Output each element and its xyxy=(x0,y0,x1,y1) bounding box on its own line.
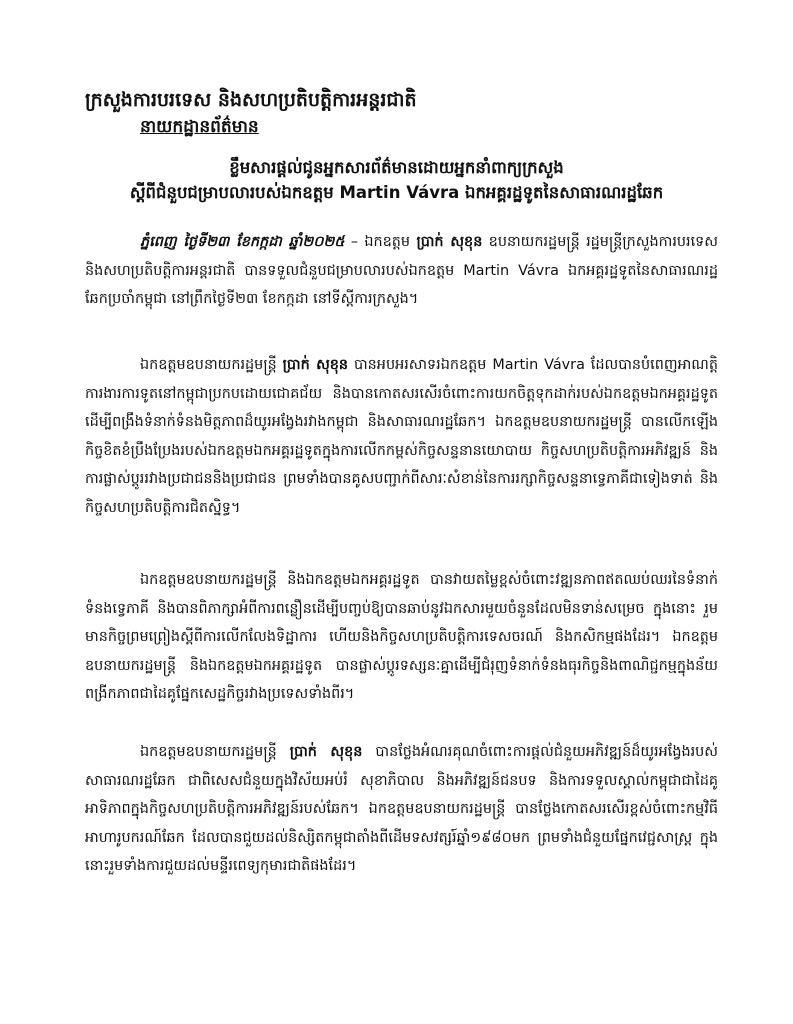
paragraph-1-text: ឧបនាយករដ្ឋមន្ត្រី រដ្ឋមន្ត្រីក្រសួងការបរទេស និងសហប្រតិបត្តិការអន្តរជាតិ បានទទួលជំនួបជម្រាបលារបស់ឯកឧត្ដម Martin Vávra ឯកអគ្គរដ្ឋទូតនៃសាធារណរដ្ឋឆែកប្រចាំកម្ពុជា នៅព្រឹកថ្ងៃទី២៣ ខែកក្កដា នៅទីស្ដីការក្រសួង។ xyxy=(85,234,718,307)
department-name: នាយកដ្ឋានព័ត៌មាន xyxy=(140,117,259,137)
official-name: ប្រាក់ សុខុន xyxy=(282,357,349,373)
paragraph-3-text: ឯកឧត្ដមឧបនាយករដ្ឋមន្ត្រី និងឯកឧត្ដមឯកអគ្គរដ្ឋទូត បានវាយតម្លៃខ្ពស់ចំពោះវឌ្ឍនភាពឥតឈប់ឈរនៃទំនាក់ទំនងទ្វេភាគី និងបានពិភាក្សាអំពីការពន្លឿនដើម្បីបញ្ចប់ឱ្យបានឆាប់នូវឯកសារមួយចំនួនដែលមិនទាន់សម្រេច ក្នុងនោះ រួមមានកិច្ចព្រមព្រៀងស្ដីពីការលើកលែងទិដ្ឋាការ ហើយនិងកិច្ចសហប្រតិបត្តិការទេសចរណ៍ និងកសិកម្មផងដែរ។ ឯកឧត្ដមឧបនាយករដ្ឋមន្ត្រី និងឯកឧត្ដមឯកអគ្គរដ្ឋទូត បានផ្លាស់ប្ដូរទស្សនៈគ្នាដើម្បីជំរុញទំនាក់ទំនងធុរកិច្ចនិងពាណិជ្ជកម្មក្នុងន័យពង្រីកភាពជាដៃគូផ្នែកសេដ្ឋកិច្ចរវាងប្រទេសទាំងពីរ។ xyxy=(85,572,718,702)
paragraph-2-intro: ឯកឧត្ដមឧបនាយករដ្ឋមន្ត្រី xyxy=(140,357,283,373)
paragraph-1 xyxy=(85,228,718,314)
release-title-line-1: ខ្លឹមសារផ្ដល់ជូនអ្នកសារព័ត៌មានដោយអ្នកនាំពាក្យក្រសួង xyxy=(229,158,564,177)
paragraph-1-intro: – ឯកឧត្ដម xyxy=(344,234,417,250)
official-name: ប្រាក់ សុខុន xyxy=(416,234,483,250)
ministry-name: ក្រសួងការបរទេស និងសហប្រតិបត្តិការអន្តរជាតិ xyxy=(85,89,417,111)
paragraph-2 xyxy=(85,351,718,522)
official-name: ប្រាក់ សុខុន xyxy=(289,744,363,760)
dateline: ភ្នំពេញ ថ្ងៃទី២៣ ខែកក្កដា ឆ្នាំ២០២៥ xyxy=(140,234,345,250)
paragraph-4-text: បានថ្លែងអំណរគុណចំពោះការផ្ដល់ជំនួយអភិវឌ្ឍន៍ដ៏យូរអង្វែងរបស់សាធារណរដ្ឋឆែក ជាពិសេសជំនួយក្នុងវិស័យអប់រំ សុខាភិបាល និងអភិវឌ្ឍន៍ជនបទ និងការទទួលស្គាល់កម្ពុជាជាដៃគូអាទិភាពក្នុងកិច្ចសហប្រតិបត្តិការអភិវឌ្ឍន៍របស់ឆែក។ ឯកឧត្ដមឧបនាយករដ្ឋមន្ត្រី បានថ្លែងកោតសរសើរខ្ពស់ចំពោះកម្មវិធីអាហារូបករណ៍ឆែក ដែលបានជួយដល់និស្សិតកម្ពុជាតាំងពីដើមទសវត្សរ៍ឆ្នាំ១៩៨០មក ព្រមទាំងជំនួយផ្នែកវេជ្ជសាស្ត្រ ក្នុងនោះរួមទាំងការជួយដល់មន្ទីរពេទ្យកុមារជាតិផងដែរ។ xyxy=(85,744,718,874)
release-title-line-2: ស្ដីពីជំនួបជម្រាបលារបស់ឯកឧត្ដម Martin Vávra ឯកអគ្គរដ្ឋទូតនៃសាធារណរដ្ឋឆែក xyxy=(129,183,664,202)
paragraph-3 xyxy=(85,566,718,709)
paragraph-2-text: បានអបអរសាទរឯកឧត្ដម Martin Vávra ដែលបានបំពេញអាណត្តិការងារការទូតនៅកម្ពុជាប្រកបដោយជោគជ័យ និងបានកោតសរសើរចំពោះការយកចិត្តទុកដាក់របស់ឯកឧត្ដមឯកអគ្គរដ្ឋទូត ដើម្បីពង្រឹងទំនាក់ទំនងមិត្តភាពដ៏យូរអង្វែងរវាងកម្ពុជា និងសាធារណរដ្ឋឆែក។ ឯកឧត្ដមឧបនាយករដ្ឋមន្ត្រី បានលើកឡើងកិច្ចខិតខំប្រឹងប្រែងរបស់ឯកឧត្ដមឯកអគ្គរដ្ឋទូតក្នុងការលើកកម្ពស់កិច្ចសន្ទនានយោបាយ កិច្ចសហប្រតិបត្តិការអភិវឌ្ឍន៍ និងការផ្លាស់ប្ដូររវាងប្រជាជននិងប្រជាជន ព្រមទាំងបានគូសបញ្ជាក់ពីសារៈសំខាន់នៃការរក្សាកិច្ចសន្ទនាទ្វេភាគីជាទៀងទាត់ និងកិច្ចសហប្រតិបត្តិការជិតស្និទ្ធ។ xyxy=(85,357,718,516)
paragraph-4 xyxy=(85,738,718,881)
paragraph-4-intro: ឯកឧត្ដមឧបនាយករដ្ឋមន្ត្រី xyxy=(140,744,290,760)
